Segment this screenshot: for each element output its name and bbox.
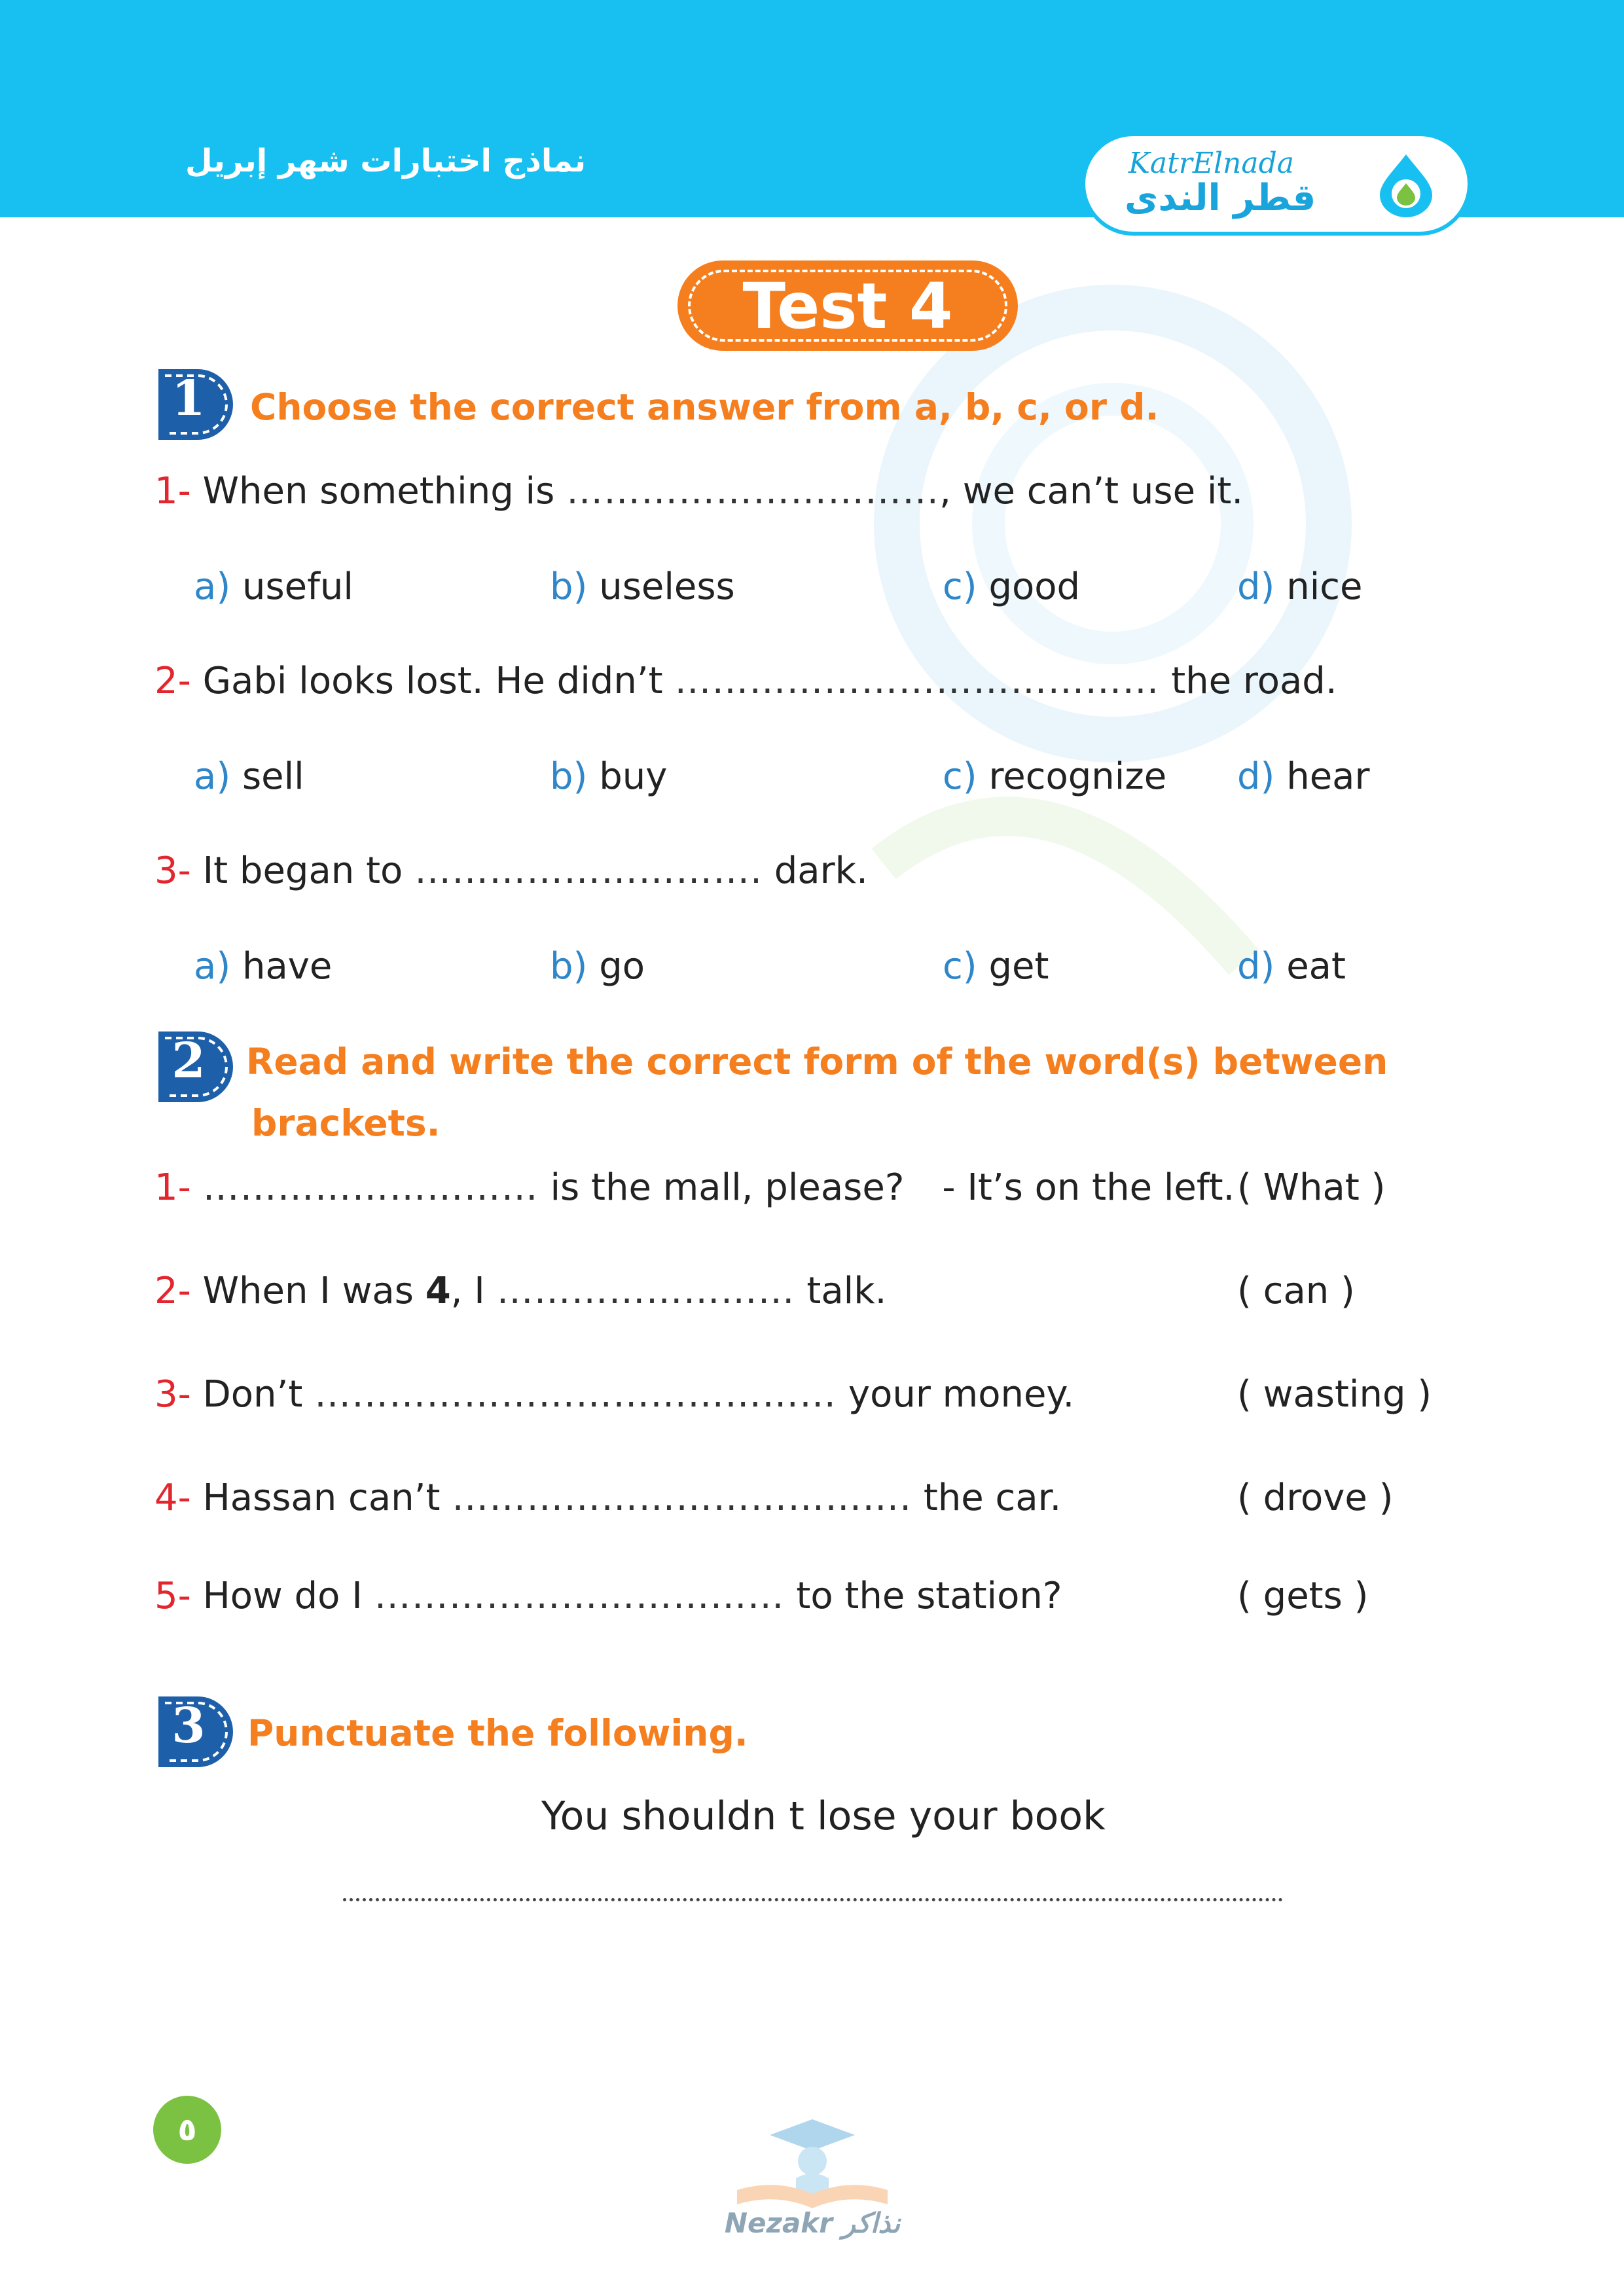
section-2-heading-cont: brackets. xyxy=(251,1102,441,1144)
option-d[interactable]: d) hear xyxy=(1237,755,1370,798)
answer-blank[interactable]: ……………………… xyxy=(202,1166,539,1209)
answer-blank[interactable]: ………………………………. xyxy=(452,1477,912,1519)
question-3 xyxy=(154,850,868,892)
logo-arabic-text: قطر الندى xyxy=(1125,177,1316,219)
question-text-end: the road. xyxy=(1171,660,1337,702)
test-title: Test 4 xyxy=(742,270,953,343)
water-drop-icon xyxy=(1373,152,1439,217)
option-b[interactable]: b) useless xyxy=(550,565,735,608)
bracket-word: ( drove ) xyxy=(1237,1477,1394,1519)
answer-blank[interactable]: …………………………………… xyxy=(314,1373,837,1416)
question-2 xyxy=(154,660,1337,702)
bracket-word: ( can ) xyxy=(1237,1270,1355,1312)
answer-blank[interactable]: ………………………… xyxy=(566,470,940,512)
section-3-heading: Punctuate the following. xyxy=(247,1712,748,1754)
question-text-end: dark. xyxy=(774,850,868,892)
option-d[interactable]: d) nice xyxy=(1237,565,1363,608)
bracket-word: ( wasting ) xyxy=(1237,1373,1432,1416)
form-item-3: 3- Don’t …………………………………… your money. xyxy=(154,1373,1075,1416)
punctuation-sentence: You shouldn t lose your book xyxy=(541,1793,1106,1839)
section-1-number: 1 xyxy=(171,370,206,427)
bracket-word: ( gets ) xyxy=(1237,1575,1369,1617)
answer-blank[interactable]: …………………… xyxy=(496,1270,795,1312)
question-1 xyxy=(154,470,1243,512)
question-text: When something is xyxy=(202,470,555,512)
option-c[interactable]: c) good xyxy=(943,565,1081,608)
answer-line[interactable] xyxy=(343,1898,1283,1901)
section-1-heading: Choose the correct answer from a, b, c, or d. xyxy=(250,386,1159,428)
question-text: Gabi looks lost. He didn’t xyxy=(202,660,663,702)
footer-brand: Nezakr نذاكر xyxy=(724,2207,901,2239)
option-a[interactable]: a) have xyxy=(194,945,333,988)
form-item-2: 2- When I was 4, I …………………… talk. xyxy=(154,1270,887,1312)
answer-blank[interactable]: ………………………………… xyxy=(674,660,1160,702)
answer-blank[interactable]: ………………………. xyxy=(414,850,763,892)
section-2-heading: Read and write the correct form of the word(s) between xyxy=(246,1041,1388,1083)
section-3-number: 3 xyxy=(171,1698,206,1754)
option-c[interactable]: c) recognize xyxy=(943,755,1167,798)
option-a[interactable]: a) sell xyxy=(194,755,304,798)
header-title: نماذج اختبارات شهر إبريل xyxy=(185,143,586,179)
question-number: 2- xyxy=(154,660,191,702)
test-title-badge xyxy=(677,260,1018,351)
form-item-1: 1- ……………………… is the mall, please? - It’s on the left. xyxy=(154,1166,1235,1209)
option-b[interactable]: b) buy xyxy=(550,755,668,798)
option-c[interactable]: c) get xyxy=(943,945,1049,988)
question-text-end: , we can’t use it. xyxy=(939,470,1244,512)
section-2-number: 2 xyxy=(171,1033,206,1089)
bracket-word: ( What ) xyxy=(1237,1166,1386,1209)
form-item-4: 4- Hassan can’t ………………………………. the car. xyxy=(154,1477,1062,1519)
option-a[interactable]: a) useful xyxy=(194,565,353,608)
page-header xyxy=(0,0,1624,217)
katrelnada-logo xyxy=(1081,132,1471,236)
page-number: ٥ xyxy=(153,2096,221,2164)
option-b[interactable]: b) go xyxy=(550,945,645,988)
logo-english-text: KatrElnada xyxy=(1128,147,1294,180)
question-number: 1- xyxy=(154,470,191,512)
question-number: 3- xyxy=(154,850,191,892)
question-text: It began to xyxy=(202,850,403,892)
option-d[interactable]: d) eat xyxy=(1237,945,1346,988)
answer-blank[interactable]: …………………………… xyxy=(374,1575,785,1617)
form-item-5: 5- How do I …………………………… to the station? xyxy=(154,1575,1062,1617)
